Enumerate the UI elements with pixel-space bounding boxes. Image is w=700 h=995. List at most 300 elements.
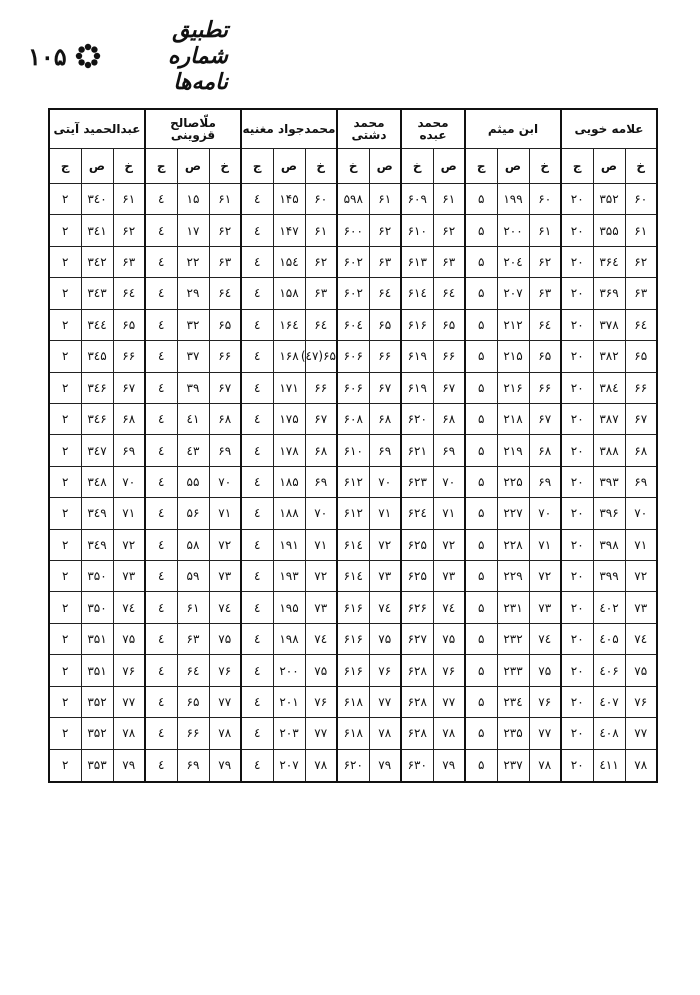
table-cell: ٤ — [241, 215, 273, 246]
table-cell: ۶۱۲ — [337, 466, 369, 497]
letter-number-comparison-table — [48, 108, 658, 783]
table-cell: ۲۰ — [561, 749, 593, 782]
table-cell: ۶۲ — [625, 246, 657, 277]
table-cell: ٤ — [241, 466, 273, 497]
table-cell: ۳۵۲ — [81, 686, 113, 717]
table-cell: ۶۲ — [209, 215, 241, 246]
table-cell: ۵ — [465, 749, 497, 782]
page-number: ۱۰۵ — [28, 41, 67, 71]
table-cell: ۷۰ — [113, 466, 145, 497]
table-cell: ۳٤۶ — [81, 403, 113, 434]
table-cell: ۶۷ — [625, 403, 657, 434]
table-cell: ۲۳۲ — [497, 623, 529, 654]
table-cell: ۱۵ — [177, 184, 209, 215]
table-cell: ۷۰ — [209, 466, 241, 497]
table-cell: ۵ — [465, 215, 497, 246]
table-cell: ۷۶ — [529, 686, 561, 717]
table-cell: ۷۷ — [625, 718, 657, 749]
table-cell: ۶۰۶ — [337, 372, 369, 403]
table-row — [49, 403, 657, 434]
table-cell: ۷۵ — [369, 623, 401, 654]
table-cell: ۶۹ — [305, 466, 337, 497]
column-subheader: خ — [625, 149, 657, 184]
table-cell: ۷٤ — [369, 592, 401, 623]
table-cell: ۲۲۹ — [497, 561, 529, 592]
table-cell: ۶۳ — [177, 623, 209, 654]
table-cell: ۵ — [465, 246, 497, 277]
column-subheader: خ — [529, 149, 561, 184]
subheader-row — [49, 149, 657, 184]
table-cell: ٤ — [241, 718, 273, 749]
table-cell: ۶۲ — [529, 246, 561, 277]
column-subheader: ص — [593, 149, 625, 184]
table-cell: ۷۷ — [529, 718, 561, 749]
table-cell: ۷٤ — [433, 592, 465, 623]
table-cell: ۱۷۵ — [273, 403, 305, 434]
table-cell: ۶۹ — [529, 466, 561, 497]
table-cell: ۷۷ — [113, 686, 145, 717]
table-cell: ۶۲۵ — [401, 529, 433, 560]
table-cell: ۶۲۱ — [401, 435, 433, 466]
table-cell: ۵ — [465, 372, 497, 403]
table-cell: ۱۹۱ — [273, 529, 305, 560]
table-cell: ۱۷۱ — [273, 372, 305, 403]
table-cell: ۲۰۰ — [497, 215, 529, 246]
table-cell: ٤ — [241, 749, 273, 782]
table-cell: ۶۱۶ — [401, 309, 433, 340]
table-cell: ۵ — [465, 184, 497, 215]
table-cell: ۶۶ — [177, 718, 209, 749]
table-cell: ۵ — [465, 561, 497, 592]
table-body — [49, 184, 657, 783]
table-cell: ۲۰ — [561, 718, 593, 749]
table-cell: ۷۳ — [433, 561, 465, 592]
table-cell: ۷۲ — [625, 561, 657, 592]
table-cell: ۶۳۰ — [401, 749, 433, 782]
table-cell: ۲۰ — [561, 246, 593, 277]
table-cell: ٤ — [241, 184, 273, 215]
table-cell: ۷۸ — [529, 749, 561, 782]
table-row — [49, 498, 657, 529]
table-cell: ۶۵ — [113, 309, 145, 340]
flower-ornament-icon — [75, 43, 101, 69]
table-cell: ۷۵ — [305, 655, 337, 686]
table-cell: ٤ — [145, 623, 177, 654]
table-cell: ۲۰۷ — [497, 278, 529, 309]
table-cell: ٤ — [145, 372, 177, 403]
table-cell: ۵ — [465, 718, 497, 749]
table-cell: ۶۲ — [305, 246, 337, 277]
table-row — [49, 686, 657, 717]
table-cell: ۷۱ — [209, 498, 241, 529]
table-cell: ۳۷ — [177, 341, 209, 372]
table-cell: ۲۰ — [561, 435, 593, 466]
table-cell: ۷۸ — [209, 718, 241, 749]
table-cell: ۶۳ — [529, 278, 561, 309]
table-cell: ۲۰۱ — [273, 686, 305, 717]
table-cell: ۳٤۳ — [81, 278, 113, 309]
table-cell: ٤ — [145, 466, 177, 497]
table-cell: ٤ — [145, 718, 177, 749]
table-cell: ۲۲۷ — [497, 498, 529, 529]
table-cell: ۵۹۸ — [337, 184, 369, 215]
table-cell: ۷۶ — [369, 655, 401, 686]
table-cell: ۶۹ — [625, 466, 657, 497]
table-cell: ۷۱ — [305, 529, 337, 560]
table-cell: ۶٤ — [369, 278, 401, 309]
table-cell: ۷۳ — [529, 592, 561, 623]
table-cell: ۲ — [49, 529, 81, 560]
table-cell: ۳۹۶ — [593, 498, 625, 529]
table-cell: ۳٤۹ — [81, 529, 113, 560]
table-cell: ۲۰ — [561, 341, 593, 372]
table-cell: ۶۱۶ — [337, 655, 369, 686]
table-cell: ۶۱ — [113, 184, 145, 215]
table-cell: ۶۱ — [529, 215, 561, 246]
table-cell: ۶۶ — [529, 372, 561, 403]
table-cell: ۶۲٤ — [401, 498, 433, 529]
table-cell: ۳۹۳ — [593, 466, 625, 497]
table-cell: ۷۱ — [529, 529, 561, 560]
table-cell: ۲۰ — [561, 529, 593, 560]
table-cell: ۲ — [49, 623, 81, 654]
table-cell: ۷۷ — [209, 686, 241, 717]
column-subheader: ص — [369, 149, 401, 184]
table-cell: ٤ — [241, 686, 273, 717]
table-row — [49, 309, 657, 340]
table-cell: ٤۰۶ — [593, 655, 625, 686]
table-cell: ۶۱ — [625, 215, 657, 246]
table-cell: ۲۳۵ — [497, 718, 529, 749]
table-cell: ۶۱۲ — [337, 498, 369, 529]
table-cell: ۷۷ — [369, 686, 401, 717]
table-cell: ۶۶ — [305, 372, 337, 403]
comparison-table-container — [48, 108, 658, 783]
table-cell: ٤ — [241, 309, 273, 340]
table-row — [49, 278, 657, 309]
table-cell: ۵ — [465, 623, 497, 654]
table-cell: ۵ — [465, 466, 497, 497]
table-cell: ۵۶ — [177, 498, 209, 529]
table-cell: ۳٤۵ — [81, 341, 113, 372]
table-cell: ۳٤٤ — [81, 309, 113, 340]
table-cell: ۷۳ — [113, 561, 145, 592]
table-cell: ٤۰۷ — [593, 686, 625, 717]
column-subheader: ص — [81, 149, 113, 184]
table-cell: ۶۰٤ — [337, 309, 369, 340]
table-cell: ۵ — [465, 592, 497, 623]
table-cell: ۲۰۷ — [273, 749, 305, 782]
table-cell: ۳۵۰ — [81, 592, 113, 623]
table-cell: ۱۶٤ — [273, 309, 305, 340]
table-cell: ٤ — [145, 435, 177, 466]
table-cell: ٤ — [241, 529, 273, 560]
table-cell: ۶۱۹ — [401, 341, 433, 372]
table-cell: ۲ — [49, 718, 81, 749]
table-cell: ۶۱ — [209, 184, 241, 215]
table-row — [49, 718, 657, 749]
table-cell: ۶۹ — [369, 435, 401, 466]
table-cell: ۵۸ — [177, 529, 209, 560]
table-cell: ۶۱٤ — [401, 278, 433, 309]
table-cell: ٤ — [145, 655, 177, 686]
table-cell: ۱۹۵ — [273, 592, 305, 623]
table-cell: ۵ — [465, 686, 497, 717]
table-cell: ۷۵ — [529, 655, 561, 686]
table-cell: ۶٤ — [529, 309, 561, 340]
table-cell: ۵ — [465, 309, 497, 340]
table-cell: ۶٤ — [433, 278, 465, 309]
table-cell: ۶۸ — [113, 403, 145, 434]
table-cell: ۵ — [465, 529, 497, 560]
table-cell: ٤ — [145, 403, 177, 434]
table-cell: ٤۰۸ — [593, 718, 625, 749]
group-header: ملّاصالح قزوینی — [145, 109, 241, 149]
table-cell: ۳۸۲ — [593, 341, 625, 372]
table-cell: ۲ — [49, 184, 81, 215]
table-cell: ۶۷ — [369, 372, 401, 403]
table-cell: ٤ — [241, 592, 273, 623]
table-cell: ۶۹ — [209, 435, 241, 466]
table-cell: ۲۰۰ — [273, 655, 305, 686]
group-header: محمد عبده — [401, 109, 465, 149]
table-cell: ۷۸ — [625, 749, 657, 782]
table-cell: ۶٤ — [113, 278, 145, 309]
table-row — [49, 215, 657, 246]
column-subheader: ص — [497, 149, 529, 184]
table-cell: ۳۸٤ — [593, 372, 625, 403]
table-cell: ۵ — [465, 341, 497, 372]
table-cell: ۷۷ — [433, 686, 465, 717]
column-subheader: خ — [401, 149, 433, 184]
table-cell: ۶۲۸ — [401, 686, 433, 717]
table-cell: ۷۱ — [369, 498, 401, 529]
table-cell: ۳٤۶ — [81, 372, 113, 403]
table-cell: ۶۱۶ — [337, 592, 369, 623]
table-cell: ٤۰۵ — [593, 623, 625, 654]
table-cell: ۳۵۰ — [81, 561, 113, 592]
table-cell: ۶۵(٤۷) — [305, 341, 337, 372]
table-cell: ۶۲۶ — [401, 592, 433, 623]
table-cell: ۶۳ — [369, 246, 401, 277]
table-row — [49, 435, 657, 466]
table-cell: ۵ — [465, 655, 497, 686]
table-cell: ۷۹ — [433, 749, 465, 782]
table-row — [49, 529, 657, 560]
table-cell: ۷٤ — [305, 623, 337, 654]
table-cell: ۲۰ — [561, 655, 593, 686]
table-cell: ٤ — [241, 435, 273, 466]
table-cell: ۶۸ — [209, 403, 241, 434]
table-cell: ٤ — [241, 341, 273, 372]
table-cell: ۶۵ — [529, 341, 561, 372]
table-cell: ۱۹۸ — [273, 623, 305, 654]
table-cell: ۳۹۹ — [593, 561, 625, 592]
table-cell: ۷۶ — [305, 686, 337, 717]
group-header: ابن میثم — [465, 109, 561, 149]
table-cell: ۶۰ — [625, 184, 657, 215]
table-cell: ۲۰ — [561, 309, 593, 340]
table-cell: ۶۱٤ — [337, 529, 369, 560]
table-cell: ۶۳ — [433, 246, 465, 277]
table-cell: ۶۲۸ — [401, 655, 433, 686]
table-cell: ۵ — [465, 498, 497, 529]
table-cell: ٤ — [241, 246, 273, 277]
table-cell: ٤ — [241, 623, 273, 654]
table-cell: ۶۳ — [625, 278, 657, 309]
group-header: عبدالحمید آیتی — [49, 109, 145, 149]
table-cell: ۶۰۲ — [337, 278, 369, 309]
table-cell: ۲۲۵ — [497, 466, 529, 497]
table-cell: ٤ — [241, 561, 273, 592]
table-cell: ٤ — [241, 372, 273, 403]
table-cell: ۷۱ — [625, 529, 657, 560]
table-cell: ٤ — [145, 184, 177, 215]
table-cell: ۲۰ — [561, 403, 593, 434]
table-cell: ۶۵ — [625, 341, 657, 372]
table-cell: ۷۲ — [209, 529, 241, 560]
table-cell: ۲۳٤ — [497, 686, 529, 717]
table-cell: ۲۱۶ — [497, 372, 529, 403]
table-cell: ۳٤۹ — [81, 498, 113, 529]
table-cell: ۱۷ — [177, 215, 209, 246]
column-subheader: ج — [561, 149, 593, 184]
table-cell: ۶۱ — [177, 592, 209, 623]
table-cell: ۲ — [49, 246, 81, 277]
table-cell: ۷۶ — [625, 686, 657, 717]
table-cell: ۷۸ — [369, 718, 401, 749]
table-cell: ۶۲۸ — [401, 718, 433, 749]
table-cell: ۷۸ — [433, 718, 465, 749]
table-cell: ۲۰ — [561, 215, 593, 246]
table-cell: ۶۲۳ — [401, 466, 433, 497]
table-cell: ۶٤ — [177, 655, 209, 686]
table-cell: ۳۶۹ — [593, 278, 625, 309]
column-subheader: خ — [337, 149, 369, 184]
group-header: علامه خویی — [561, 109, 657, 149]
column-subheader: خ — [305, 149, 337, 184]
table-cell: ۶۷ — [433, 372, 465, 403]
table-cell: ۶۶ — [625, 372, 657, 403]
table-cell: ۶۱۶ — [337, 623, 369, 654]
table-cell: ۷٤ — [209, 592, 241, 623]
table-cell: ۷۰ — [305, 498, 337, 529]
table-cell: ٤ — [145, 529, 177, 560]
table-cell: ۷۶ — [209, 655, 241, 686]
table-cell: ۲ — [49, 403, 81, 434]
table-cell: ۶۰۹ — [401, 184, 433, 215]
table-cell: ۶۱۳ — [401, 246, 433, 277]
table-cell: ۱۹۳ — [273, 561, 305, 592]
table-row — [49, 246, 657, 277]
table-cell: ۶۱ — [369, 184, 401, 215]
table-cell: ۶۱ — [433, 184, 465, 215]
table-cell: ۶۵ — [209, 309, 241, 340]
table-cell: ۷۲ — [433, 529, 465, 560]
group-header: محمدجواد مغنیه — [241, 109, 337, 149]
table-cell: ۲ — [49, 278, 81, 309]
table-cell: ۷۹ — [113, 749, 145, 782]
table-cell: ٤۱ — [177, 403, 209, 434]
table-cell: ۲۰ — [561, 466, 593, 497]
table-cell: ٤ — [145, 278, 177, 309]
table-cell: ۷۲ — [113, 529, 145, 560]
table-cell: ٤ — [241, 498, 273, 529]
table-cell: ۱۵۸ — [273, 278, 305, 309]
table-cell: ۵۹ — [177, 561, 209, 592]
table-cell: ۱۵٤ — [273, 246, 305, 277]
table-cell: ۳۵۲ — [81, 718, 113, 749]
table-cell: ۶٤ — [305, 309, 337, 340]
table-cell: ۶۰ — [529, 184, 561, 215]
table-cell: ۶۲ — [433, 215, 465, 246]
table-cell: ۲۲۸ — [497, 529, 529, 560]
table-cell: ۱۶۸ — [273, 341, 305, 372]
table-cell: ۷۲ — [369, 529, 401, 560]
table-cell: ۲ — [49, 372, 81, 403]
table-cell: ۶۸ — [529, 435, 561, 466]
table-cell: ۶۶ — [369, 341, 401, 372]
table-cell: ۲۱۲ — [497, 309, 529, 340]
table-cell: ۷۲ — [529, 561, 561, 592]
table-cell: ۲۹ — [177, 278, 209, 309]
table-cell: ۲۰ — [561, 686, 593, 717]
table-cell: ٤ — [145, 215, 177, 246]
table-cell: ۷۹ — [209, 749, 241, 782]
table-row — [49, 623, 657, 654]
table-cell: ۶۲ — [369, 215, 401, 246]
table-cell: ۶۹ — [113, 435, 145, 466]
table-cell: ۲۰ — [561, 623, 593, 654]
table-cell: ۲۳۱ — [497, 592, 529, 623]
table-cell: ۶۰۰ — [337, 215, 369, 246]
table-cell: ۲ — [49, 592, 81, 623]
table-cell: ۷۳ — [625, 592, 657, 623]
table-cell: ٤۳ — [177, 435, 209, 466]
table-cell: ۶۲۷ — [401, 623, 433, 654]
table-cell: ۲ — [49, 341, 81, 372]
table-row — [49, 561, 657, 592]
table-cell: ۷۱ — [433, 498, 465, 529]
table-cell: ۳٤۰ — [81, 184, 113, 215]
table-cell: ۶۷ — [305, 403, 337, 434]
table-cell: ۷۱ — [113, 498, 145, 529]
table-cell: ۷۶ — [113, 655, 145, 686]
table-cell: ۲ — [49, 655, 81, 686]
table-cell: ۳۵۱ — [81, 655, 113, 686]
table-cell: ۶۲۰ — [337, 749, 369, 782]
column-subheader: ج — [241, 149, 273, 184]
table-cell: ۲۰ — [561, 498, 593, 529]
table-cell: ۷۳ — [209, 561, 241, 592]
table-cell: ۱۹۹ — [497, 184, 529, 215]
table-cell: ۶۲۰ — [401, 403, 433, 434]
table-cell: ۶۱۸ — [337, 718, 369, 749]
table-cell: ۶۱٤ — [337, 561, 369, 592]
table-cell: ۱۸۸ — [273, 498, 305, 529]
table-cell: ۶۵ — [433, 309, 465, 340]
table-cell: ٤ — [145, 309, 177, 340]
table-cell: ۳۲ — [177, 309, 209, 340]
table-cell: ۲۰ — [561, 278, 593, 309]
table-cell: ۷۵ — [209, 623, 241, 654]
table-row — [49, 341, 657, 372]
table-cell: ۲۰ — [561, 372, 593, 403]
table-cell: ۵ — [465, 278, 497, 309]
table-cell: ۶۷ — [209, 372, 241, 403]
table-cell: ۶۱۸ — [337, 686, 369, 717]
page-header — [28, 17, 228, 95]
